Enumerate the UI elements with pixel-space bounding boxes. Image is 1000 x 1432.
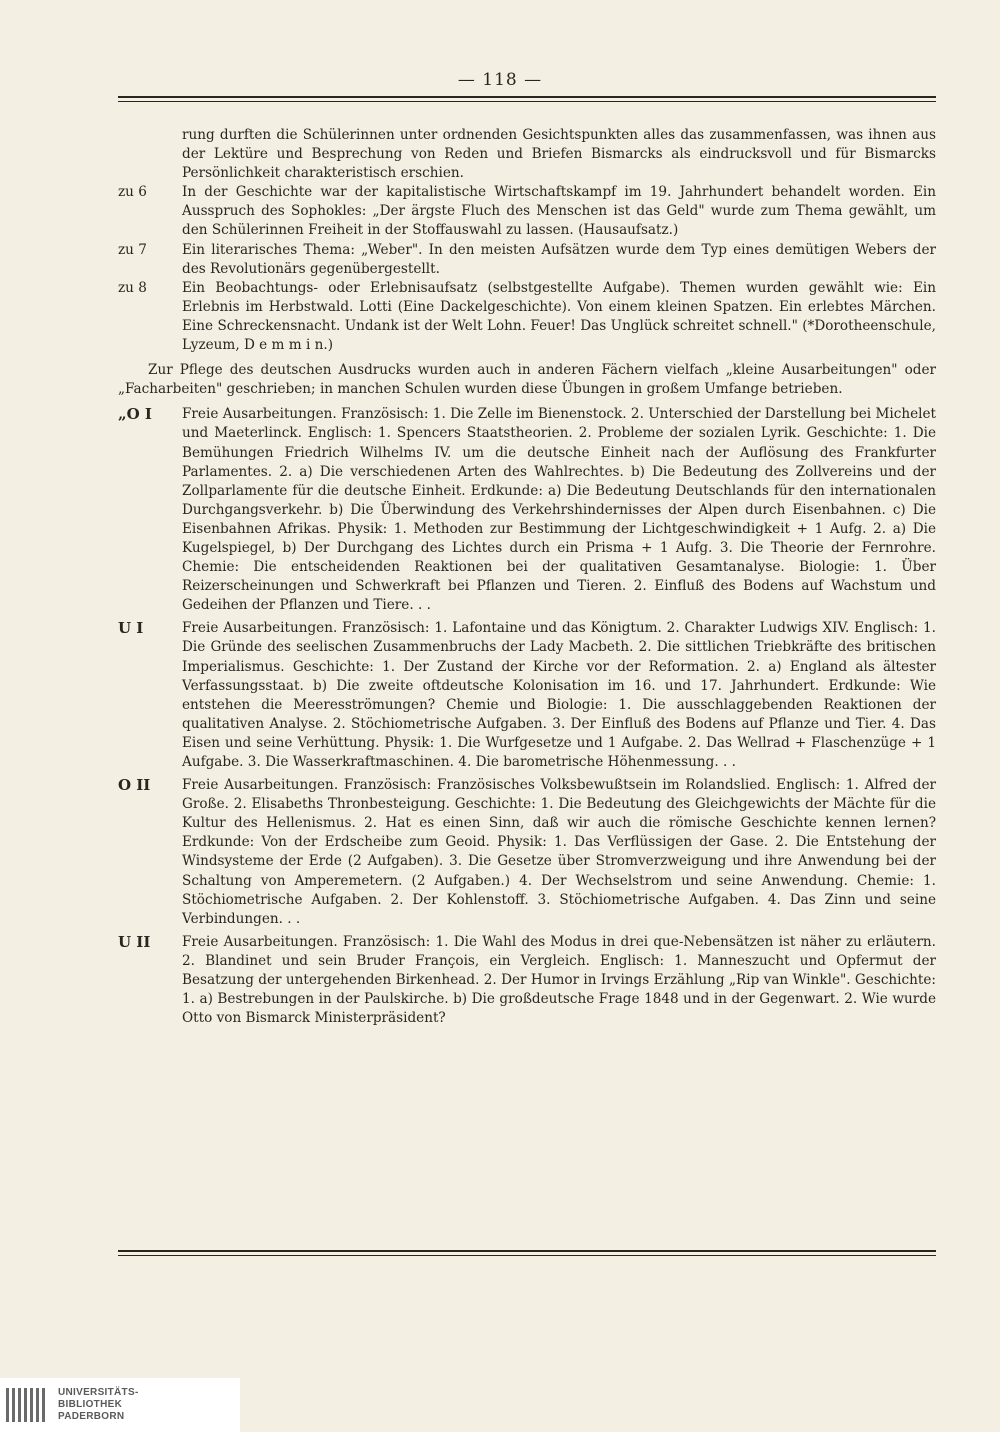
intro-text: rung durften die Schülerinnen unter ordnenden Gesichtspunkten alles das zusammenfassen, was ihnen aus der Lektüre und Besprechung von Reden und Briefen Bismarcks als eindrucksvoll und für Bismarcks Persönlichkeit charakteristisch erschien. (182, 127, 936, 182)
class-text: Freie Ausarbeitungen. Französisch: 1. Lafontaine und das Königtum. 2. Charakter Ludwigs XIV. Englisch: 1. Die Gründe des seelischen Zusammenbruchs der Lady Macbeth. 2. Die sittlichen Triebkräfte des britischen Imperialismus. Geschichte: 1. Der Zustand der Kirche vor der Reformation. 2. a) England als ältester Verfassungsstaat. b) Die zweite oftdeutsche Kolonisation im 16. und 17. Jahrhundert. Erdkunde: Wie entstehen die Meeresströmungen? Chemie und Biologie: 1. Die ausschlaggebenden Reaktionen der qualitativen Analyse. 2. Stöchiometrische Aufgaben. 3. Der Einfluß des Bodens auf Pflanze und Tier. 4. Das Eisen und seine Verhüttung. Physik: 1. Die Wurfgesetze und 1 Aufgabe. 2. Das Wellrad + Flaschenzüge + 1 Aufgabe. 3. Die Wasserkraftmaschinen. 4. Die barometrische Höhenmessung. . . (182, 620, 936, 770)
page-number: — 118 — (457, 70, 543, 90)
top-rule (118, 96, 936, 105)
class-section (118, 776, 936, 929)
topic-label: zu 8 (118, 279, 147, 296)
library-name: UNIVERSITÄTS- BIBLIOTHEK PADERBORN (58, 1387, 139, 1422)
document-body (118, 126, 936, 1028)
topic-item (118, 279, 936, 355)
class-section (118, 619, 936, 772)
class-label: O II (118, 776, 151, 795)
topic-text: Ein Beobachtungs- oder Erlebnisaufsatz (selbstgestellte Aufgabe). Themen wurden gewählt wie: Ein Erlebnis im Herbstwald. Lotti (Eine Dackelgeschichte). Von einem kleinen Spatzen. Ein erlebtes Märchen. Eine Schreckensnacht. Undank ist der Welt Lohn. Feuer! Das Unglück schreitet schnell." (*Dorotheenschule, Lyzeum, D e m m i n.) (182, 279, 936, 354)
library-logo (0, 1378, 240, 1432)
topic-label: zu 6 (118, 184, 147, 201)
topic-item (118, 183, 936, 240)
topic-label: zu 7 (118, 241, 147, 258)
body-paragraph: Zur Pflege des deutschen Ausdrucks wurden auch in anderen Fächern vielfach „kleine Ausarbeitungen" oder „Facharbeiten" geschrieben; in manchen Schulen wurden diese Übungen in großem Umfange betrieben. (118, 362, 936, 398)
class-label: U II (118, 932, 151, 951)
bottom-rule (118, 1250, 936, 1259)
topic-item (118, 241, 936, 279)
class-label: U I (118, 619, 144, 638)
class-text: Freie Ausarbeitungen. Französisch: Französisches Volksbewußtsein im Rolandslied. Englisch: 1. Alfred der Große. 2. Elisabeths Thronbesteigung. Geschichte: 1. Die Bedeutung des Gleichgewichts der Mächte für die Kultur des Hellenismus. 2. Hat es einen Sinn, daß wir auch die römische Geschichte kennen lernen? Erdkunde: Von der Erdscheibe zum Geoid. Physik: 1. Das Verflüssigen der Gase. 2. Die Entstehung der Windsysteme der Erde (2 Aufgaben). 3. Die Gesetze über Stromverzweigung und ihre Anwendung bei der Schaltung von Amperemetern. (2 Aufgaben.) 4. Der Wechselstrom und seine Anwendung. Chemie: 1. Stöchiometrische Aufgaben. 2. Der Kohlenstoff. 3. Stöchiometrische Aufgaben. 4. Das Zinn und seine Verbindungen. . . (182, 777, 936, 927)
class-label: „O I (118, 405, 152, 424)
class-section (118, 933, 936, 1028)
topic-text: In der Geschichte war der kapitalistische Wirtschaftskampf im 19. Jahrhundert behandelt worden. Ein Ausspruch des Sophokles: „Der ärgste Fluch des Menschen ist das Geld" wurde zum Thema gewählt, um den Schülerinnen Freiheit in der Stoffauswahl zu lassen. (Hausaufsatz.) (182, 184, 936, 239)
barcode-icon (6, 1388, 48, 1422)
class-text: Freie Ausarbeitungen. Französisch: 1. Die Zelle im Bienenstock. 2. Unterschied der Darstellung bei Michelet und Maeterlinck. Englisch: 1. Spencers Staatstheorien. 2. Probleme der sozialen Lyrik. Geschichte: 1. Die Bemühungen Friedrich Wilhelms IV. um die deutsche Einheit nach der Auflösung des Frankfurter Parlamentes. 2. a) Die verschiedenen Arten des Wahlrechtes. b) Die Bedeutung des Zollvereins und der Zollparlamente für die deutsche Einheit. Erdkunde: a) Die Bedeutung Deutschlands für den internationalen Durchgangsverkehr. b) Die Überwindung des Verkehrshindernisses der Alpen durch Eisenbahnen. c) Die Eisenbahnen Afrikas. Physik: 1. Methoden zur Bestimmung der Lichtgeschwindigkeit + 1 Aufg. 2. a) Die Kugelspiegel, b) Der Durchgang des Lichtes durch ein Prisma + 1 Aufg. 3. Die Theorie der Fernrohre. Chemie: Die entscheidenden Reaktionen bei der qualitativen Gesamtanalyse. Biologie: 1. Über Reizerscheinungen und Schwerkraft bei Pflanzen und Tieren. 2. Einfluß des Bodens auf Wachstum und Gedeihen der Pflanzen und Tiere. . . (182, 406, 936, 614)
class-section (118, 405, 936, 615)
class-text: Freie Ausarbeitungen. Französisch: 1. Die Wahl des Modus in drei que-Nebensätzen ist näher zu erläutern. 2. Blandinet und sein Bruder François, ein Vergleich. Englisch: 1. Manneszucht und Opfermut der Besatzung der untergehenden Birkenhead. 2. Der Humor in Irvings Erzählung „Rip van Winkle". Geschichte: 1. a) Bestrebungen in der Paulskirche. b) Die großdeutsche Frage 1848 und in der Gegenwart. 2. Wie wurde Otto von Bismarck Ministerpräsident? (182, 933, 936, 1027)
topic-text: Ein literarisches Thema: „Weber". In den meisten Aufsätzen wurde dem Typ eines demütigen Webers der des Revolutionärs gegenübergestellt. (182, 241, 936, 277)
